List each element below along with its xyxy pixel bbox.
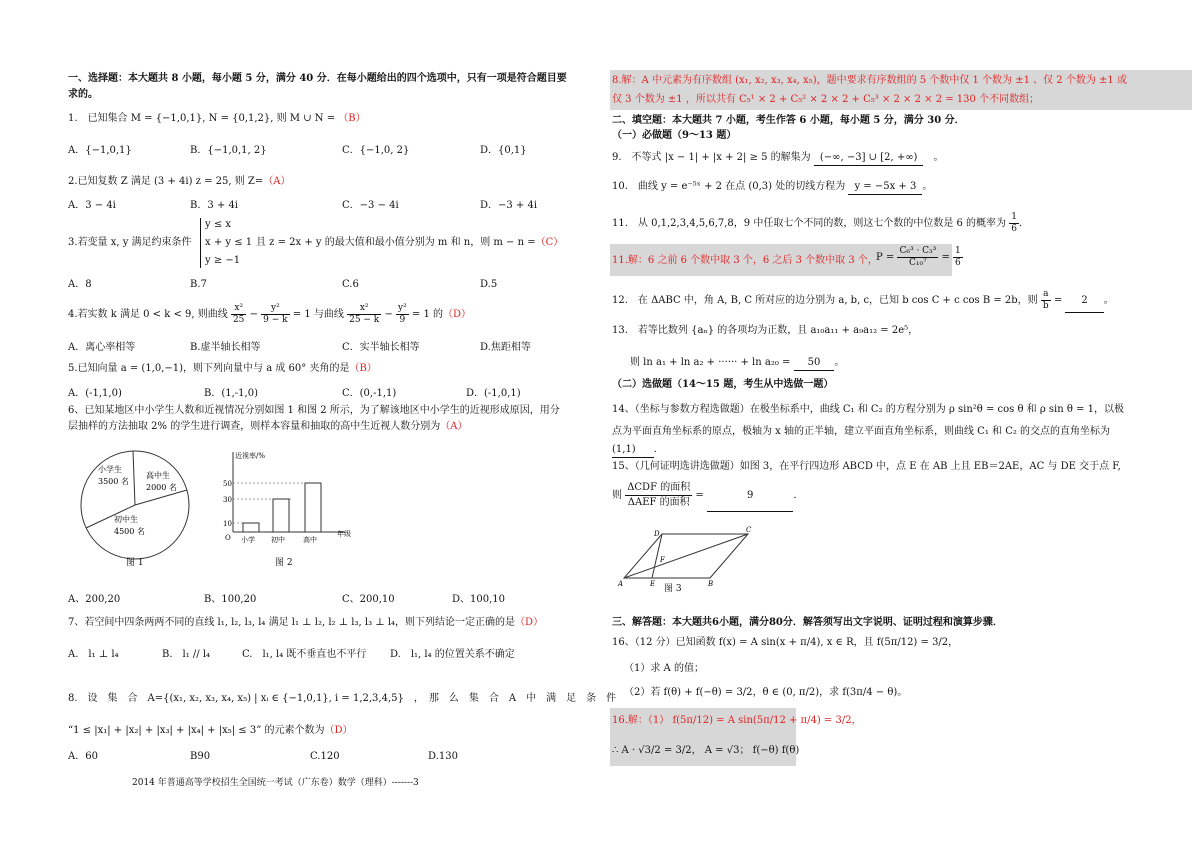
q7-option-d: D. l₁, l₄ 的位置关系不确定 bbox=[390, 649, 515, 660]
question-7-answer: （D） bbox=[515, 617, 544, 628]
question-1 bbox=[68, 112, 366, 126]
q1-option-a: A．{−1,0,1} bbox=[68, 145, 132, 156]
question-4-prefix: 4.若实数 k 满足 0 < k < 9, 则曲线 bbox=[68, 309, 228, 320]
section-2-heading: 二、填空题：本大题共 7 小题，考生作答 6 小题，每小题 5 分，满分 30 分． bbox=[612, 115, 965, 126]
bar-middle bbox=[273, 499, 289, 532]
question-13-line-2: 则 ln a₁ + ln a₂ + ······ + ln a₂₀ = 50 。 bbox=[630, 356, 844, 371]
q8-option-a: A．60 bbox=[68, 751, 98, 762]
pie-divider-right bbox=[135, 490, 187, 505]
question-12-frac: $\frac{a}{b}$ bbox=[1042, 289, 1049, 311]
question-3-prefix: 3.若变量 x, y 满足约束条件 bbox=[68, 237, 192, 248]
question-15-answer: 9 bbox=[707, 481, 793, 512]
bar-origin: O bbox=[225, 534, 231, 542]
q2-option-d: D．−3 + 4i bbox=[480, 200, 538, 211]
question-16-line-3: （2）若 f(θ) + f(−θ) = 3/2，θ ∈ (0, π/2)，求 f(3π/4 − θ)。 bbox=[624, 687, 908, 698]
q2-option-a: A．3 − 4i bbox=[68, 200, 116, 211]
bar-high bbox=[305, 483, 321, 532]
pie-label-middle: 初中生 bbox=[114, 515, 138, 524]
bar-cat-primary: 小学 bbox=[241, 536, 255, 544]
solution-11-text: 11.解：6 之前 6 个数中取 3 个，6 之后 3 个数中取 3 个， bbox=[612, 255, 878, 266]
q1-option-b: B．{−1,0,1, 2} bbox=[190, 145, 267, 156]
question-14-line-2: 点为平面直角坐标系的原点，极轴为 x 轴的正半轴，建立平面直角坐标系，则曲线 C₁ 和 C₂ 的交点的直角坐标为 bbox=[612, 426, 1111, 437]
q7-option-b: B. l₁ // l₄ bbox=[162, 649, 211, 660]
q6-option-b: B、100,20 bbox=[204, 594, 257, 605]
bar-ylabel: 近视率/% bbox=[235, 452, 266, 460]
q5-option-b: B．(1,-1,0) bbox=[204, 388, 258, 399]
label-d: D bbox=[654, 530, 660, 538]
question-5-text: 5.已知向量 a = (1,0,−1)，则下列向量中与 a 成 60° 夹角的是 bbox=[68, 363, 350, 374]
solution-16-line-1 bbox=[612, 714, 862, 728]
frac-y2-9: $\frac{\text{y²}}{9}$ bbox=[398, 303, 407, 325]
frac-y2-9k: $\frac{\text{y²}}{9 - k}$ bbox=[263, 303, 288, 325]
question-7 bbox=[68, 616, 543, 630]
bar-xlabel: 年级 bbox=[337, 530, 351, 538]
question-16-line-2: （1）求 A 的值； bbox=[624, 663, 704, 674]
q3-option-b: B.7 bbox=[190, 279, 207, 290]
question-1-text: 1. 已知集合 M = {−1,0,1}, N = {0,1,2}, 则 M ∪ N = bbox=[68, 113, 339, 124]
question-12: 12. 在 ΔABC 中，角 A, B, C 所对应的边分别为 a, b, c，已知 b cos C + c cos B = 2b，则 $\frac{a}{b}$ = 2 。 bbox=[612, 289, 1114, 311]
question-10-text: 10. 曲线 y = e⁻⁵ˣ + 2 在点 (0,3) 处的切线方程为 bbox=[612, 181, 846, 192]
question-2-text: 2.已知复数 Z 满足 (3 + 4i) z = 25, 则 Z= bbox=[68, 176, 264, 187]
q2-option-c: C．−3 − 4i bbox=[342, 200, 399, 211]
question-13-text: 则 ln a₁ + ln a₂ + ······ + ln a₂₀ = bbox=[630, 357, 791, 368]
question-1-answer: （B） bbox=[338, 113, 366, 124]
bar-cat-middle: 初中 bbox=[271, 536, 285, 544]
question-11-answer: $\frac{1}{6}$ bbox=[1011, 212, 1017, 234]
question-10-answer: y = −5x + 3 bbox=[848, 180, 922, 195]
question-8-answer: （D） bbox=[324, 725, 353, 736]
q6-option-c: C、200,10 bbox=[342, 594, 395, 605]
question-15-prefix: 则 bbox=[612, 490, 622, 501]
section-1-heading: 一、选择题：本大题共 8 小题，每小题 5 分，满分 40 分．在每小题给出的四个选项中，只有一项是符合题目要 bbox=[68, 73, 567, 84]
question-13-answer: 50 bbox=[794, 356, 835, 371]
question-15-line-1: 15、（几何证明选讲选做题）如图 3，在平行四边形 ABCD 中，点 E 在 AB 上且 EB＝2AE，AC 与 DE 交于点 F, bbox=[612, 461, 1121, 472]
solution-8-line-1: 8.解：A 中元素为有序数组 (x₁, x₂, x₃, x₄, x₅)，题中要求有序数组的 5 个数中仅 1 个数为 ±1 、仅 2 个数为 ±1 或 bbox=[612, 75, 1127, 86]
question-9-text: 9. 不等式 |x − 1| + |x + 2| ≥ 5 的解集为 bbox=[612, 152, 811, 163]
question-2 bbox=[68, 175, 291, 189]
q1-option-d: D．{0,1} bbox=[480, 145, 527, 156]
section-1-heading-cont: 求的。 bbox=[68, 89, 98, 100]
constraint-3: y ≥ −1 bbox=[205, 255, 241, 266]
question-11-text: 11. 从 0,1,2,3,4,5,6,7,8，9 中任取七个不同的数，则这七个数的中位数是 6 的概率为 bbox=[612, 218, 1007, 229]
q1-option-c: C．{−1,0, 2} bbox=[342, 145, 410, 156]
figure-1-caption: 图 1 bbox=[126, 558, 144, 568]
section-2-sub-1: （一）必做题（9～13 题） bbox=[612, 130, 737, 141]
solution-16-text: 16.解：（1） f(5π/12) = A sin(5π/12 + π/4) = 3/2， bbox=[612, 715, 862, 726]
q3-option-c: C.6 bbox=[342, 279, 359, 290]
q7-option-c: C. l₁, l₄ 既不垂直也不平行 bbox=[242, 649, 367, 660]
bar-chart-figure-2 bbox=[225, 448, 365, 548]
question-8-line-1: 8. 设 集 合 A={(x₁, x₂, x₃, x₄, x₅) | xᵢ ∈ {−1,0,1}, i = 1,2,3,4,5} ， 那 么 集 合 A 中 满 足 条 件 bbox=[68, 693, 617, 704]
q4-option-c: C．实半轴长相等 bbox=[342, 342, 420, 353]
pie-divider-top bbox=[133, 451, 135, 505]
pie-value-middle: 4500 名 bbox=[114, 527, 145, 536]
label-c: C bbox=[746, 526, 752, 534]
question-5 bbox=[68, 362, 377, 376]
q3-option-d: D.5 bbox=[480, 279, 498, 290]
pie-label-primary: 小学生 bbox=[98, 465, 122, 474]
question-8-line-2 bbox=[68, 724, 353, 738]
question-7-text: 7、若空间中四条两两不同的直线 l₁, l₂, l₃, l₄ 满足 l₁ ⊥ l₂, l₂ ⊥ l₃, l₃ ⊥ l₄，则下列结论一定正确的是 bbox=[68, 617, 516, 628]
constraint-1: y ≤ x bbox=[205, 219, 232, 230]
q3-option-a: A．8 bbox=[68, 279, 92, 290]
pie-label-high: 高中生 bbox=[146, 471, 170, 480]
q5-option-c: C．(0,-1,1) bbox=[342, 388, 397, 399]
solution-8-line-2: 仅 3 个数为 ±1 ，所以共有 C₅¹ × 2 + C₅² × 2 × 2 + C₅³ × 2 × 2 × 2 = 130 个不同数组； bbox=[612, 94, 1040, 105]
figure-3-caption: 图 3 bbox=[664, 584, 682, 594]
bar-cat-high: 高中 bbox=[303, 536, 317, 544]
section-3-heading: 三、解答题：本大题共6小题，满分80分．解答须写出文字说明、证明过程和演算步骤． bbox=[612, 617, 1003, 628]
q5-option-a: A．(-1,1,0) bbox=[68, 388, 122, 399]
q4-option-a: A．离心率相等 bbox=[68, 342, 136, 353]
figure-2-caption: 图 2 bbox=[275, 558, 293, 568]
solution-11-frac: $\frac{\text{C₆³ · C₃³}}{\text{C₁₀⁷}}$ bbox=[899, 246, 937, 268]
question-8-text: “1 ≤ |x₁| + |x₂| + |x₃| + |x₄| + |x₅| ≤ 3” 的元素个数为 bbox=[68, 725, 325, 736]
q6-option-a: A、200,20 bbox=[68, 594, 121, 605]
q4-option-b: B.虚半轴长相等 bbox=[190, 342, 261, 353]
solution-11-eq: = bbox=[941, 252, 950, 263]
question-6-line-2 bbox=[68, 420, 467, 434]
q8-option-c: C.120 bbox=[310, 751, 340, 762]
bar-ytick-50: 50 bbox=[223, 480, 232, 488]
question-5-answer: （B） bbox=[349, 363, 377, 374]
question-12-answer: 2 bbox=[1065, 290, 1103, 313]
question-14-line-1: 14、（坐标与参数方程选做题）在极坐标系中，曲线 C₁ 和 C₂ 的方程分别为 ρ sin²θ = cos θ 和 ρ sin θ = 1，以极 bbox=[612, 404, 1124, 415]
q6-option-d: D、100,10 bbox=[452, 594, 506, 605]
question-9-answer: (−∞, −3] ∪ [2, +∞) bbox=[814, 151, 924, 166]
q4-option-d: D.焦距相等 bbox=[480, 342, 531, 353]
constraint-2: x + y ≤ 1 bbox=[205, 237, 253, 248]
bar-ytick-30: 30 bbox=[223, 496, 232, 504]
question-13-line-1: 13. 若等比数列 {aₙ} 的各项均为正数，且 a₁₀a₁₁ + a₉a₁₂ = 2e⁵， bbox=[612, 325, 919, 336]
question-9: 9. 不等式 |x − 1| + |x + 2| ≥ 5 的解集为 (−∞, −3] ∪ [2, +∞) 。 bbox=[612, 151, 943, 166]
question-11: 11. 从 0,1,2,3,4,5,6,7,8，9 中任取七个不同的数，则这七个数的中位数是 6 的概率为 $\frac{1}{6}$ ． bbox=[612, 212, 1029, 234]
question-15-line-2: 则 $\frac{\text{ΔCDF 的面积}}{\text{ΔAEF 的面积}}$ = 9 ． bbox=[612, 481, 803, 512]
solution-11-result: $\frac{1}{6}$ bbox=[955, 246, 961, 268]
question-6-answer: （A） bbox=[440, 421, 468, 432]
question-3-text: 且 z = 2x + y 的最大值和最小值分别为 m 和 n，则 m − n = bbox=[256, 237, 536, 248]
question-16-line-1: 16、（12 分）已知函数 f(x) = A sin(x + π/4), x ∈ R，且 f(5π/12) = 3/2， bbox=[612, 637, 959, 648]
question-12-text: 12. 在 ΔABC 中，角 A, B, C 所对应的边分别为 a, b, c，已知 b cos C + c cos B = 2b，则 bbox=[612, 295, 1038, 306]
pie-value-high: 2000 名 bbox=[146, 483, 177, 492]
question-2-answer: （A） bbox=[263, 176, 291, 187]
question-10: 10. 曲线 y = e⁻⁵ˣ + 2 在点 (0,3) 处的切线方程为 y = −5x + 3 。 bbox=[612, 180, 932, 195]
q5-option-d: D．(-1,0,1) bbox=[466, 388, 521, 399]
question-3 bbox=[256, 236, 563, 250]
label-f: F bbox=[660, 556, 665, 564]
question-3-answer: （C） bbox=[535, 237, 564, 248]
question-4-post: = 1 的 bbox=[411, 309, 444, 320]
pie-value-primary: 3500 名 bbox=[98, 477, 129, 486]
solution-16-line-2: ∴ A · √3/2 = 3/2， A = √3； f(−θ) f(θ) bbox=[612, 745, 800, 756]
bar-ytick-10: 10 bbox=[223, 520, 232, 528]
bar-primary bbox=[243, 523, 259, 532]
question-4-mid: = 1 与曲线 bbox=[292, 309, 344, 320]
question-4-answer: （D） bbox=[443, 309, 472, 320]
question-14-line-3: (1,1) ． bbox=[612, 443, 664, 458]
label-a: A bbox=[618, 580, 624, 588]
question-15-frac: $\frac{\text{ΔCDF 的面积}}{\text{ΔAEF 的面积}}$ bbox=[627, 482, 691, 508]
q7-option-a: A. l₁ ⊥ l₄ bbox=[68, 649, 119, 660]
q8-option-b: B90 bbox=[190, 751, 211, 762]
section-2-sub-2: （二）选做题（14～15 题，考生从中选做一题） bbox=[612, 379, 834, 390]
question-6-line-1: 6、已知某地区中小学生人数和近视情况分别如图 1 和图 2 所示，为了解该地区中小学生的近视形成原因，用分 bbox=[68, 405, 560, 416]
q8-option-d: D.130 bbox=[428, 751, 458, 762]
frac-x2-25k: $\frac{\text{x²}}{25 - k}$ bbox=[349, 303, 380, 325]
frac-x2-25: $\frac{\text{x²}}{25}$ bbox=[232, 303, 245, 325]
question-4: 4.若实数 k 满足 0 < k < 9, 则曲线 $\frac{\text{x²}}{25}$ − $\frac{\text{y²}}{9 - k}$ = 1 与曲线 $\frac{\text{x²}}{25 - k}$ − $\frac{\text{y²}}{9}$ = 1 的（D） bbox=[68, 303, 472, 325]
q2-option-b: B．3 + 4i bbox=[190, 200, 239, 211]
solution-11-p: P = bbox=[876, 252, 895, 263]
solution-11-formula bbox=[876, 246, 963, 269]
system-brace bbox=[200, 218, 201, 268]
label-e: E bbox=[650, 580, 656, 588]
question-14-answer: (1,1) bbox=[612, 443, 654, 458]
question-6-text: 层抽样的方法抽取 2% 的学生进行调查，则样本容量和抽取的高中生近视人数分别为 bbox=[68, 421, 441, 432]
label-b: B bbox=[708, 580, 714, 588]
parallelogram-figure-3 bbox=[618, 526, 758, 596]
pie-chart-figure-1 bbox=[80, 450, 190, 560]
page-footer: 2014 年普通高等学校招生全国统一考试（广东卷）数学（理科）-------3 bbox=[132, 778, 419, 788]
